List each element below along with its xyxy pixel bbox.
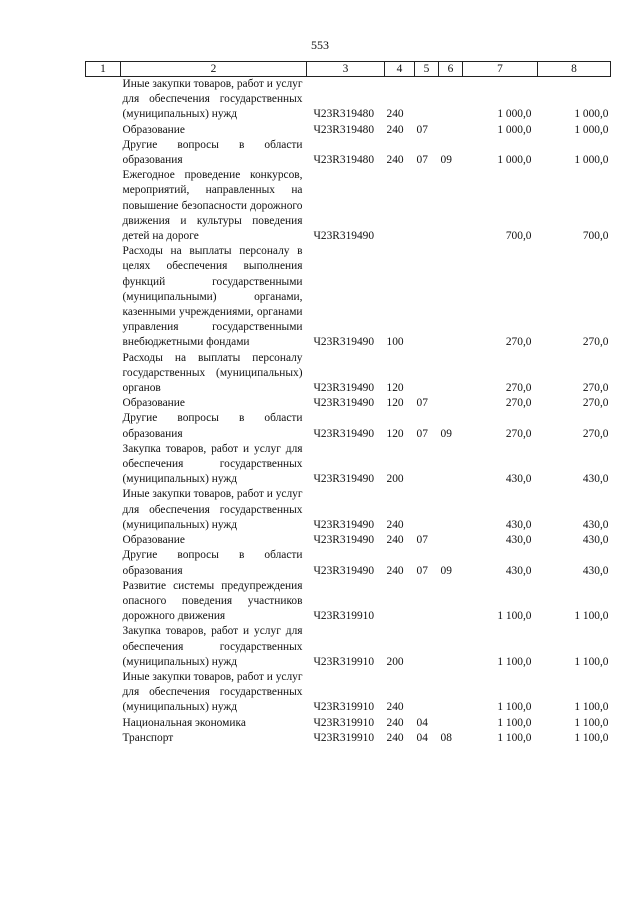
- row-name-cell: Другие вопросы в области образования: [122, 412, 303, 440]
- row-value-col8-cell: 1 000,0: [574, 108, 609, 121]
- row-expense-type-cell: 200: [386, 473, 404, 486]
- row-expense-type-cell: 240: [386, 123, 404, 136]
- row-subsection-cell: [439, 716, 463, 731]
- row-code-cell: Ч23R319490: [313, 230, 375, 243]
- row-value-col7-cell: 1 100,0: [497, 655, 532, 668]
- row-index-cell: [86, 244, 121, 350]
- row-section-cell: [415, 442, 439, 488]
- table-row: [86, 123, 611, 138]
- row-code-cell: Ч23R319480: [313, 108, 375, 121]
- table-row: [86, 411, 611, 441]
- row-code-cell: Ч23R319490: [313, 427, 375, 440]
- row-section-cell: 04: [416, 731, 428, 744]
- row-name-cell: Закупка товаров, работ и услуг для обеспечения государственных (муниципальных) нужд: [122, 625, 303, 668]
- row-index-cell: [86, 579, 121, 625]
- row-subsection-cell: [439, 533, 463, 548]
- row-index-cell: [86, 487, 121, 533]
- column-header: 1: [86, 62, 121, 77]
- row-code-cell: Ч23R319480: [313, 123, 375, 136]
- row-index-cell: [86, 731, 121, 746]
- row-value-col8-cell: 700,0: [582, 230, 609, 243]
- row-value-col7-cell: 270,0: [505, 397, 532, 410]
- row-value-col7-cell: 270,0: [505, 336, 532, 349]
- row-subsection-cell: [439, 168, 463, 244]
- row-value-col7-cell: 270,0: [505, 427, 532, 440]
- row-code-cell: Ч23R319490: [313, 564, 375, 577]
- row-value-col8-cell: 270,0: [582, 382, 609, 395]
- row-index-cell: [86, 138, 121, 168]
- row-name-cell: Расходы на выплаты персоналу в целях обеспечения выполнения функций государственными (муниципальными) органами, казенными учреждениями, органами управления государственными внебюджетными фондами: [122, 245, 303, 349]
- table-row: [86, 487, 611, 533]
- row-value-col8-cell: 1 100,0: [574, 610, 609, 623]
- row-expense-type-cell: [385, 168, 415, 244]
- row-name-cell: Иные закупки товаров, работ и услуг для обеспечения государственных (муниципальных) нужд: [122, 78, 303, 121]
- row-name-cell: Другие вопросы в области образования: [122, 549, 303, 577]
- table-row: [86, 533, 611, 548]
- row-index-cell: [86, 123, 121, 138]
- row-name-cell: Иные закупки товаров, работ и услуг для обеспечения государственных (муниципальных) нужд: [122, 488, 303, 531]
- row-code-cell: Ч23R319910: [313, 716, 375, 729]
- table-row: [86, 396, 611, 411]
- row-expense-type-cell: 200: [386, 655, 404, 668]
- row-subsection-cell: 09: [440, 427, 452, 440]
- row-code-cell: Ч23R319490: [313, 397, 375, 410]
- row-index-cell: [86, 624, 121, 670]
- row-value-col7-cell: 430,0: [505, 564, 532, 577]
- row-value-col8-cell: 270,0: [582, 427, 609, 440]
- column-header: 4: [385, 62, 415, 77]
- row-expense-type-cell: 240: [386, 154, 404, 167]
- page-number: 553: [311, 38, 329, 52]
- row-value-col8-cell: 430,0: [582, 534, 609, 547]
- row-section-cell: 04: [416, 716, 428, 729]
- row-name-cell: Образование: [122, 123, 185, 136]
- row-code-cell: Ч23R319490: [313, 382, 375, 395]
- row-section-cell: 07: [416, 534, 428, 547]
- row-index-cell: [86, 411, 121, 441]
- row-expense-type-cell: 240: [386, 534, 404, 547]
- row-value-col8-cell: 430,0: [582, 518, 609, 531]
- row-value-col7-cell: 1 100,0: [497, 716, 532, 729]
- column-header: 3: [307, 62, 385, 77]
- row-index-cell: [86, 533, 121, 548]
- row-section-cell: [415, 77, 439, 123]
- table-row: [86, 138, 611, 168]
- row-subsection-cell: 09: [440, 564, 452, 577]
- row-expense-type-cell: 100: [386, 336, 404, 349]
- table-row: [86, 548, 611, 578]
- row-value-col8-cell: 1 000,0: [574, 154, 609, 167]
- row-name-cell: Ежегодное проведение конкурсов, мероприятий, направленных на повышение безопасности дорожного движения и культуры поведения детей на дороге: [122, 169, 303, 243]
- table-row: [86, 624, 611, 670]
- row-value-col7-cell: 700,0: [505, 230, 532, 243]
- row-subsection-cell: 08: [440, 731, 452, 744]
- row-code-cell: Ч23R319910: [313, 701, 375, 714]
- row-index-cell: [86, 716, 121, 731]
- row-value-col7-cell: 270,0: [505, 382, 532, 395]
- row-subsection-cell: [439, 579, 463, 625]
- row-index-cell: [86, 168, 121, 244]
- row-expense-type-cell: 120: [386, 397, 404, 410]
- row-value-col8-cell: 1 000,0: [574, 123, 609, 136]
- row-expense-type-cell: 120: [386, 382, 404, 395]
- row-subsection-cell: [439, 442, 463, 488]
- row-subsection-cell: [439, 487, 463, 533]
- row-code-cell: Ч23R319490: [313, 534, 375, 547]
- row-index-cell: [86, 396, 121, 411]
- column-header: 8: [538, 62, 611, 77]
- row-section-cell: [415, 579, 439, 625]
- row-code-cell: Ч23R319910: [313, 655, 375, 668]
- row-section-cell: [415, 670, 439, 716]
- row-index-cell: [86, 442, 121, 488]
- row-name-cell: Транспорт: [122, 731, 174, 744]
- column-header: 5: [415, 62, 439, 77]
- row-name-cell: Образование: [122, 534, 185, 547]
- row-expense-type-cell: 240: [386, 716, 404, 729]
- row-code-cell: Ч23R319490: [313, 473, 375, 486]
- column-header: 7: [463, 62, 538, 77]
- row-value-col7-cell: 1 000,0: [497, 123, 532, 136]
- table-row: [86, 670, 611, 716]
- table-row: [86, 351, 611, 397]
- row-value-col7-cell: 1 000,0: [497, 108, 532, 121]
- row-value-col8-cell: 430,0: [582, 564, 609, 577]
- row-subsection-cell: [439, 396, 463, 411]
- row-value-col7-cell: 430,0: [505, 473, 532, 486]
- row-subsection-cell: [439, 624, 463, 670]
- row-name-cell: Другие вопросы в области образования: [122, 138, 303, 167]
- row-code-cell: Ч23R319490: [313, 518, 375, 531]
- table-row: [86, 716, 611, 731]
- row-value-col8-cell: 1 100,0: [574, 701, 609, 714]
- row-subsection-cell: [439, 351, 463, 397]
- row-expense-type-cell: 240: [386, 701, 404, 714]
- row-value-col7-cell: 430,0: [505, 534, 532, 547]
- row-section-cell: [415, 624, 439, 670]
- row-section-cell: [415, 244, 439, 350]
- row-subsection-cell: [439, 123, 463, 138]
- table-row: [86, 168, 611, 244]
- row-code-cell: Ч23R319480: [313, 154, 375, 167]
- row-name-cell: Иные закупки товаров, работ и услуг для обеспечения государственных (муниципальных) нужд: [122, 670, 303, 714]
- row-code-cell: Ч23R319910: [313, 610, 375, 623]
- row-index-cell: [86, 548, 121, 578]
- row-value-col7-cell: 1 100,0: [497, 610, 532, 623]
- row-name-cell: Закупка товаров, работ и услуг для обеспечения государственных (муниципальных) нужд: [122, 442, 303, 486]
- table-row: [86, 731, 611, 746]
- table-row: [86, 442, 611, 488]
- row-name-cell: Образование: [122, 397, 185, 410]
- row-code-cell: Ч23R319490: [313, 336, 375, 349]
- row-name-cell: Расходы на выплаты персоналу государственных (муниципальных) органов: [122, 351, 303, 395]
- budget-table: [85, 61, 611, 746]
- row-index-cell: [86, 77, 121, 123]
- row-expense-type-cell: 240: [386, 564, 404, 577]
- row-subsection-cell: 09: [440, 154, 452, 167]
- row-value-col8-cell: 270,0: [582, 336, 609, 349]
- column-header: 6: [439, 62, 463, 77]
- row-value-col7-cell: 1 000,0: [497, 154, 532, 167]
- row-expense-type-cell: 240: [386, 518, 404, 531]
- row-value-col7-cell: 1 100,0: [497, 701, 532, 714]
- table-row: [86, 579, 611, 625]
- row-value-col7-cell: 1 100,0: [497, 731, 532, 744]
- row-name-cell: Развитие системы предупреждения опасного поведения участников дорожного движения: [122, 579, 303, 623]
- row-section-cell: [415, 487, 439, 533]
- row-section-cell: 07: [416, 397, 428, 410]
- row-section-cell: 07: [416, 154, 428, 167]
- row-expense-type-cell: 240: [386, 108, 404, 121]
- row-index-cell: [86, 670, 121, 716]
- row-value-col8-cell: 430,0: [582, 473, 609, 486]
- row-section-cell: 07: [416, 564, 428, 577]
- column-header: 2: [121, 62, 307, 77]
- table-body: [86, 77, 611, 746]
- row-value-col8-cell: 1 100,0: [574, 716, 609, 729]
- table-header-row: [86, 62, 611, 77]
- row-subsection-cell: [439, 77, 463, 123]
- row-section-cell: 07: [416, 123, 428, 136]
- row-expense-type-cell: [385, 579, 415, 625]
- row-value-col8-cell: 1 100,0: [574, 731, 609, 744]
- row-name-cell: Национальная экономика: [122, 716, 246, 729]
- row-value-col8-cell: 270,0: [582, 397, 609, 410]
- row-code-cell: Ч23R319910: [313, 731, 375, 744]
- row-section-cell: 07: [416, 427, 428, 440]
- row-index-cell: [86, 351, 121, 397]
- table-row: [86, 77, 611, 123]
- row-expense-type-cell: 240: [386, 731, 404, 744]
- row-section-cell: [415, 351, 439, 397]
- row-value-col7-cell: 430,0: [505, 518, 532, 531]
- row-section-cell: [415, 168, 439, 244]
- table-row: [86, 244, 611, 350]
- row-expense-type-cell: 120: [386, 427, 404, 440]
- row-value-col8-cell: 1 100,0: [574, 655, 609, 668]
- row-subsection-cell: [439, 670, 463, 716]
- row-subsection-cell: [439, 244, 463, 350]
